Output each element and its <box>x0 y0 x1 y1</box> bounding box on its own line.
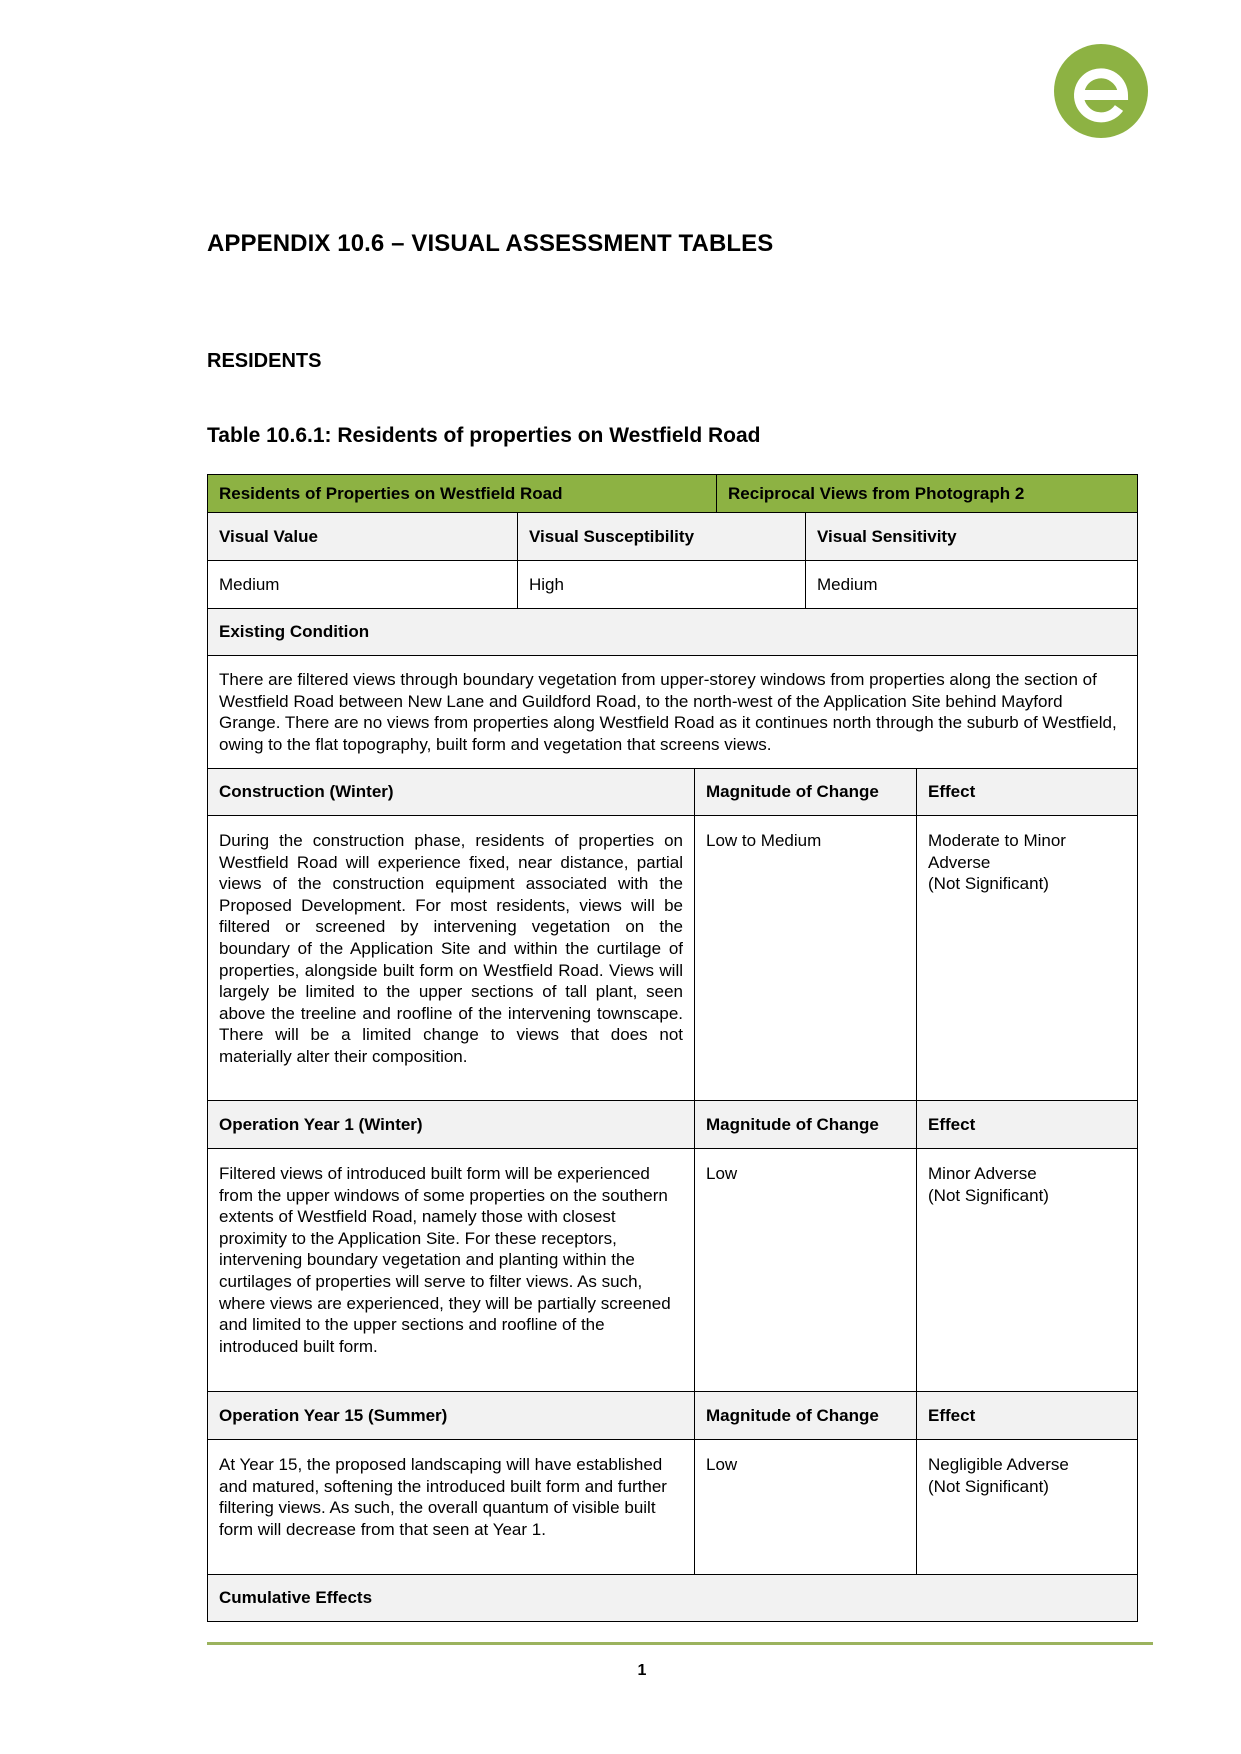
table-header-row <box>208 475 1138 513</box>
operation-year15-text: At Year 15, the proposed landscaping will have established and matured, softening the introduced built form and further filtering views. As such, the overall quantum of visible built form will decrease from that seen at Year 1. <box>208 1440 695 1575</box>
page-number: 1 <box>637 1662 647 1679</box>
effect-line: (Not Significant) <box>928 1185 1049 1205</box>
effect-label: Effect <box>917 769 1138 816</box>
table-row <box>208 1392 1138 1440</box>
table-title: Table 10.6.1: Residents of properties on Westfield Road <box>207 424 761 447</box>
effect-line: Minor Adverse <box>928 1164 1037 1183</box>
visual-susceptibility: High <box>518 561 806 609</box>
effect-line: Adverse <box>928 852 991 872</box>
table-row <box>208 769 1138 816</box>
operation-year1-magnitude: Low <box>695 1149 917 1392</box>
operation-year15-effect <box>917 1440 1138 1575</box>
operation-year1-label: Operation Year 1 (Winter) <box>208 1101 695 1149</box>
table-row <box>208 1101 1138 1149</box>
visual-value-label: Visual Value <box>208 513 518 561</box>
visual-sensitivity-label: Visual Sensitivity <box>806 513 1138 561</box>
effect-line: (Not Significant) <box>928 1476 1049 1496</box>
existing-condition-text: There are filtered views through boundary vegetation from upper-storey windows from properties along the section of Westfield Road between New Lane and Guildford Road, to the north-west of the Application Site behind Mayford Grange. There are no views from properties along Westfield Road as it continues north through the suburb of Westfield, owing to the flat topography, built form and vegetation that screens views. <box>208 656 1138 769</box>
construction-label: Construction (Winter) <box>208 769 695 816</box>
magnitude-label: Magnitude of Change <box>695 1392 917 1440</box>
table-row <box>208 1440 1138 1575</box>
magnitude-label: Magnitude of Change <box>695 1101 917 1149</box>
visual-value: Medium <box>208 561 518 609</box>
effect-line: Moderate to Minor <box>928 831 1066 850</box>
table-row <box>208 561 1138 609</box>
construction-effect <box>917 816 1138 1101</box>
viewpoint-header: Reciprocal Views from Photograph 2 <box>717 475 1138 513</box>
construction-text: During the construction phase, residents of properties on Westfield Road will experience fixed, near distance, partial views of the construction equipment associated with the Proposed Development. For most residents, views will be filtered or screened by intervening vegetation on the boundary of the Application Site and within the curtilage of properties, alongside built form on Westfield Road. Views will largely be limited to the upper sections of tall plant, seen above the treeline and roofline of the intervening townscape. There will be a limited change to views that does not materially alter their composition. <box>208 816 695 1101</box>
receptor-header: Residents of Properties on Westfield Road <box>208 475 717 513</box>
cumulative-effects-label: Cumulative Effects <box>208 1575 1138 1622</box>
effect-line: (Not Significant) <box>928 874 1049 894</box>
page-title: APPENDIX 10.6 – VISUAL ASSESSMENT TABLES <box>207 230 774 257</box>
operation-year15-magnitude: Low <box>695 1440 917 1575</box>
e-logo-icon <box>1054 44 1148 138</box>
table-row <box>208 609 1138 656</box>
footer-divider <box>207 1642 1153 1645</box>
effect-line: Negligible Adverse <box>928 1455 1069 1474</box>
construction-magnitude: Low to Medium <box>695 816 917 1101</box>
magnitude-label: Magnitude of Change <box>695 769 917 816</box>
table-row <box>208 1575 1138 1622</box>
operation-year1-effect <box>917 1149 1138 1392</box>
existing-condition-label: Existing Condition <box>208 609 1138 656</box>
section-heading: RESIDENTS <box>207 350 322 372</box>
effect-label: Effect <box>917 1101 1138 1149</box>
table-row <box>208 816 1138 1101</box>
visual-assessment-table <box>207 474 1138 1622</box>
effect-label: Effect <box>917 1392 1138 1440</box>
table-row <box>208 656 1138 769</box>
operation-year1-text: Filtered views of introduced built form will be experienced from the upper windows of some properties on the southern extents of Westfield Road, namely those with closest proximity to the Application Site. For these receptors, intervening boundary vegetation and planting within the curtilages of properties will serve to filter views. As such, where views are experienced, they will be partially screened and limited to the upper sections and roofline of the introduced built form. <box>208 1149 695 1392</box>
table-row <box>208 513 1138 561</box>
visual-susceptibility-label: Visual Susceptibility <box>518 513 806 561</box>
operation-year15-label: Operation Year 15 (Summer) <box>208 1392 695 1440</box>
table-row <box>208 1149 1138 1392</box>
visual-sensitivity: Medium <box>806 561 1138 609</box>
